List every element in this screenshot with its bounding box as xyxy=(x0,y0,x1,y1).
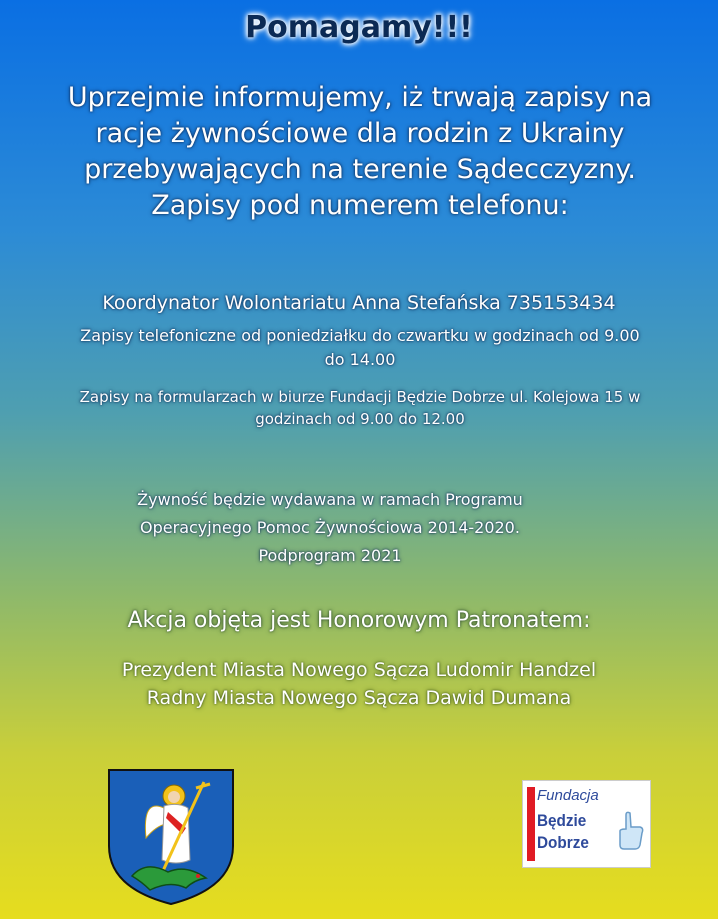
patron-item: Radny Miasta Nowego Sącza Dawid Dumana xyxy=(146,687,572,709)
phone-hours-text: Zapisy telefoniczne od poniedziałku do czwartku w godzinach od 9.00 do 14.00 xyxy=(80,326,640,369)
program-info xyxy=(60,486,600,570)
logo-text-dobrze: Dobrze xyxy=(537,833,589,852)
patrons-list xyxy=(0,656,718,712)
coordinator-line: Koordynator Wolontariatu Anna Stefańska 735153434 xyxy=(102,292,616,314)
program-line-3: Podprogram 2021 xyxy=(258,546,402,565)
foundation-logo xyxy=(522,780,651,868)
logo-red-bar xyxy=(527,787,535,861)
logo-text-fundacja: Fundacja xyxy=(537,787,599,804)
logo-text-bedzie: Będzie xyxy=(537,811,587,830)
forms-info-text: Zapisy na formularzach w biurze Fundacji Będzie Dobrze ul. Kolejowa 15 w godzinach od 9.00 do 12.00 xyxy=(79,388,641,428)
patron-item: Prezydent Miasta Nowego Sącza Ludomir Handzel xyxy=(121,659,597,681)
coat-of-arms-icon xyxy=(106,768,236,906)
page-title: Pomagamy!!! xyxy=(245,10,473,45)
thumbs-up-icon xyxy=(618,811,644,851)
program-line-2: Operacyjnego Pomoc Żywnościowa 2014-2020. xyxy=(140,518,520,537)
patronage-heading: Akcja objęta jest Honorowym Patronatem: xyxy=(127,608,591,633)
program-line-1: Żywność będzie wydawana w ramach Programu xyxy=(137,490,523,509)
lead-paragraph: Uprzejmie informujemy, iż trwają zapisy na racje żywnościowe dla rodzin z Ukrainy przebywających na terenie Sądecczyzny. Zapisy pod numerem telefonu: xyxy=(67,82,653,221)
